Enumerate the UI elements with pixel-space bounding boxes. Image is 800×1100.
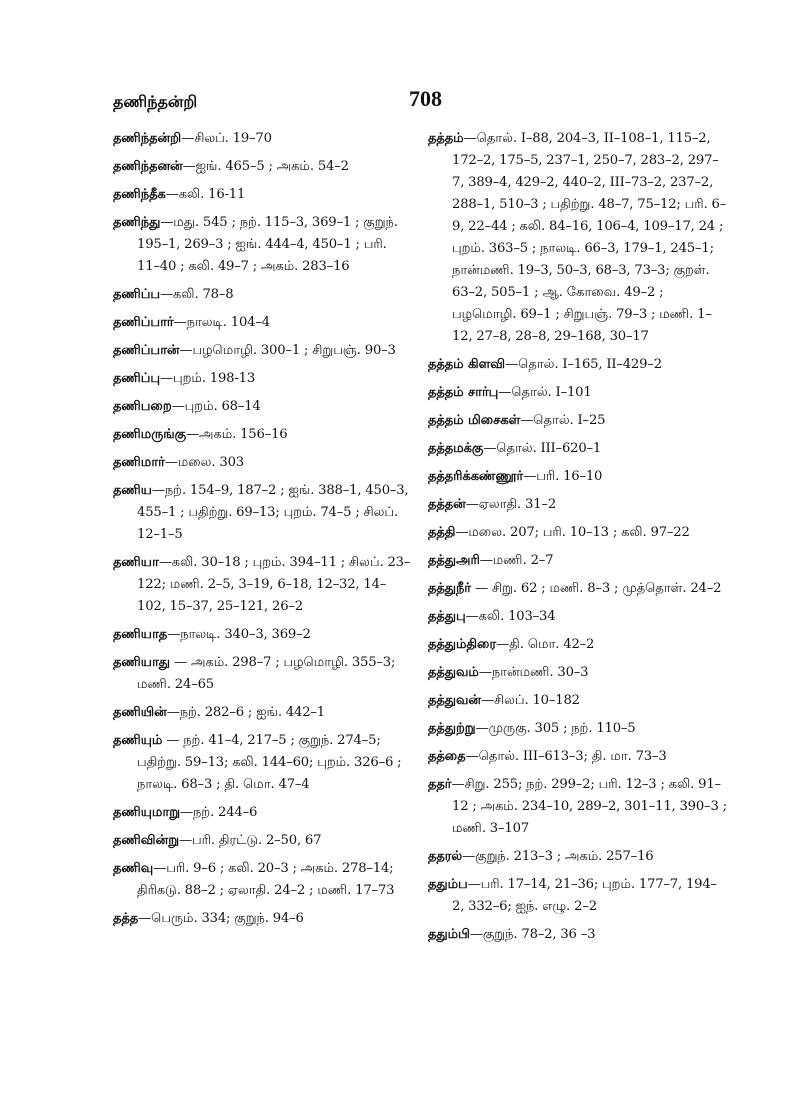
index-entry bbox=[428, 410, 728, 432]
index-references: —தொல். III–620–1 bbox=[483, 441, 602, 456]
index-references: —தி. மொ. 42–2 bbox=[496, 637, 595, 652]
index-headword: தத்துபு bbox=[428, 609, 466, 624]
right-column bbox=[428, 128, 728, 952]
index-entry bbox=[113, 396, 413, 418]
index-references: —சிலப். 10–182 bbox=[481, 693, 580, 708]
index-references: —தொல். I–101 bbox=[498, 385, 592, 400]
index-references: —முருகு. 305 ; நற். 110–5 bbox=[475, 721, 636, 736]
index-entry bbox=[428, 874, 728, 918]
index-headword: தத்துஅரி bbox=[428, 553, 480, 568]
index-entry bbox=[428, 466, 728, 488]
index-references: —கலி. 103–34 bbox=[465, 609, 556, 624]
index-entry bbox=[113, 284, 413, 306]
index-references: —தொல். I–88, 204–3, II–108–1, 115–2, 172–2, 175–5, 237–1, 250–7, 283–2, 297–7, 389–4, 429–2, 440–2, III–73–2, 237–2, 288–1, 510–3 ; பதிற்று. 48–7, 75–12; பரி. 6–9, 22–44 ; கலி. 84–16, 106–4, 109–17, 24 ; புறம். 363–5 ; நாலடி. 66–3, 179–1, 245–1; நான்மணி. 19–3, 50–3, 68–3, 73–3; குறள். 63–2, 505–1 ; ஆ. கோவை. 49–2 ; பழமொழி. 69–1 ; சிறுபஞ். 79–3 ; மணி. 1–12, 27–8, 28–8, 29–168, 30–17 bbox=[452, 131, 727, 344]
index-entry bbox=[428, 438, 728, 460]
index-entry bbox=[113, 156, 413, 178]
index-references: —மலை. 207; பரி. 10–13 ; கலி. 97–22 bbox=[455, 525, 690, 540]
index-headword: தணிந்தன்றி bbox=[113, 131, 182, 146]
index-headword: தணிந்து bbox=[113, 215, 161, 230]
index-entry bbox=[428, 606, 728, 628]
index-entry bbox=[113, 452, 413, 474]
index-references: —ஐங். 465–5 ; அகம். 54–2 bbox=[182, 159, 349, 174]
index-headword: தத்துவம் bbox=[428, 665, 479, 680]
index-headword: ததரல் bbox=[428, 849, 463, 864]
index-references: —கலி. 30–18 ; புறம். 394–11 ; சிலப். 23–122; மணி. 2–5, 3–19, 6–18, 12–32, 14–102, 15–37, 25–121, 26–2 bbox=[137, 555, 411, 614]
index-entry bbox=[428, 634, 728, 656]
index-headword: தத்த bbox=[113, 911, 139, 926]
page-number: 708 bbox=[409, 86, 442, 111]
index-headword: தணிபறை bbox=[113, 399, 172, 414]
index-references: — அகம். 298–7 ; பழமொழி. 355–3; மணி. 24–65 bbox=[137, 655, 396, 692]
index-headword: ததும்பி bbox=[428, 927, 470, 942]
index-entry bbox=[428, 128, 728, 348]
index-references: —மணி. 2–7 bbox=[479, 553, 554, 568]
index-headword: தணியின் bbox=[113, 705, 167, 720]
index-headword: தணியாது bbox=[113, 655, 171, 670]
index-headword: தணிப்பான் bbox=[113, 343, 180, 358]
index-entry bbox=[113, 128, 413, 150]
index-entry bbox=[113, 424, 413, 446]
index-entry bbox=[113, 368, 413, 390]
index-headword: தத்தம் சார்பு bbox=[428, 385, 499, 400]
index-entry bbox=[113, 702, 413, 724]
index-entry bbox=[428, 846, 728, 868]
index-references: —குறுந். 78–2, 36 –3 bbox=[469, 927, 596, 942]
index-references: —குறுந். 213–3 ; அகம். 257–16 bbox=[462, 849, 654, 864]
index-entry bbox=[428, 746, 728, 768]
index-references: —பரி. திரட்டு. 2–50, 67 bbox=[179, 833, 322, 848]
index-headword: தத்தரிக்கண்ணூர் bbox=[428, 469, 524, 484]
index-entry bbox=[428, 774, 728, 840]
index-references: —கலி. 78–8 bbox=[160, 287, 234, 302]
index-references: —மலை. 303 bbox=[164, 455, 244, 470]
index-references: —ஏலாதி. 31–2 bbox=[465, 497, 557, 512]
index-headword: தணிமருங்கு bbox=[113, 427, 187, 442]
index-headword: தத்தம் bbox=[428, 131, 464, 146]
index-entry bbox=[113, 184, 413, 206]
index-references: —நற். 282–6 ; ஐங். 442–1 bbox=[166, 705, 326, 720]
index-references: —புறம். 198-13 bbox=[160, 371, 256, 386]
index-references: — நற். 41–4, 217–5 ; குறுந். 274–5; பதிற்று. 59–13; கலி. 144–60; புறம். 326–6 ; நாலடி. 68–3 ; தி. மொ. 47–4 bbox=[137, 733, 402, 792]
index-references: —சிலப். 19–70 bbox=[181, 131, 272, 146]
index-references: —நாலடி. 340–3, 369–2 bbox=[167, 627, 311, 642]
left-column bbox=[113, 128, 413, 936]
index-headword: தத்தன் bbox=[428, 497, 466, 512]
index-entry bbox=[428, 382, 728, 404]
index-entry bbox=[428, 718, 728, 740]
index-entry bbox=[113, 730, 413, 796]
index-entry bbox=[428, 550, 728, 572]
index-references: —நற். 154–9, 187–2 ; ஐங். 388–1, 450–3, 455–1 ; பதிற்று. 69–13; புறம். 74–5 ; சிலப். 12–1–5 bbox=[137, 483, 409, 542]
index-entry bbox=[113, 830, 413, 852]
index-entry bbox=[113, 312, 413, 334]
index-references: —பரி. 9–6 ; கலி. 20–3 ; அகம். 278–14; திரிகடு. 88–2 ; ஏலாதி. 24–2 ; மணி. 17–73 bbox=[137, 861, 395, 898]
running-head: தணிந்தன்றி bbox=[113, 92, 198, 111]
index-references: —பழமொழி. 300–1 ; சிறுபஞ். 90–3 bbox=[179, 343, 396, 358]
index-entry bbox=[113, 340, 413, 362]
index-references: —நான்மணி. 30–3 bbox=[478, 665, 589, 680]
index-entry bbox=[113, 652, 413, 696]
index-headword: தணிமார் bbox=[113, 455, 165, 470]
index-references: —தொல். I–25 bbox=[520, 413, 606, 428]
index-entry bbox=[428, 690, 728, 712]
index-entry bbox=[113, 480, 413, 546]
index-references: —நற். 244–6 bbox=[180, 805, 258, 820]
index-headword: தணியும் bbox=[113, 733, 163, 748]
index-references: —தொல். I–165, II–429–2 bbox=[505, 357, 662, 372]
index-entry bbox=[113, 624, 413, 646]
index-references: —மது. 545 ; நற். 115–3, 369–1 ; குறுந். 195–1, 269–3 ; ஐங். 444–4, 450–1 ; பரி. 11–40 ; கலி. 49–7 ; அகம். 283–16 bbox=[137, 215, 398, 274]
index-entry bbox=[113, 908, 413, 930]
index-entry bbox=[428, 354, 728, 376]
index-headword: தத்தம் கிளவி bbox=[428, 357, 506, 372]
index-headword: தத்துற்று bbox=[428, 721, 476, 736]
index-headword: தணிப்ப bbox=[113, 287, 161, 302]
index-headword: தணியா bbox=[113, 555, 159, 570]
index-entry bbox=[428, 522, 728, 544]
index-references: —அகம். 156–16 bbox=[186, 427, 288, 442]
index-headword: தத்துவன் bbox=[428, 693, 482, 708]
index-references: —கலி. 16-11 bbox=[165, 187, 246, 202]
index-references: — சிறு. 62 ; மணி. 8–3 ; முத்தொள். 24–2 bbox=[470, 581, 722, 596]
index-references: —புறம். 68–14 bbox=[171, 399, 261, 414]
index-headword: தணிவு bbox=[113, 861, 154, 876]
index-entry bbox=[428, 924, 728, 946]
index-headword: தணியாத bbox=[113, 627, 168, 642]
index-entry bbox=[113, 552, 413, 618]
index-headword: தணிவின்று bbox=[113, 833, 180, 848]
index-headword: தத்தை bbox=[428, 749, 466, 764]
index-headword: தத்தம் மிசைகள் bbox=[428, 413, 521, 428]
index-entry bbox=[428, 662, 728, 684]
index-entry bbox=[113, 802, 413, 824]
index-entry bbox=[113, 212, 413, 278]
index-references: —தொல். III–613–3; தி. மா. 73–3 bbox=[465, 749, 667, 764]
index-headword: தத்துநீர் bbox=[428, 581, 471, 596]
index-headword: தத்தமக்கு bbox=[428, 441, 484, 456]
index-headword: ததும்ப bbox=[428, 877, 468, 892]
index-headword: தணிப்பு bbox=[113, 371, 161, 386]
index-headword: தத்தும்திரை bbox=[428, 637, 497, 652]
index-references: —பரி. 17–14, 21–36; புறம். 177–7, 194–2, 332–6; ஐந். எழு. 2–2 bbox=[452, 877, 717, 914]
page-header bbox=[113, 86, 713, 122]
index-references: —சிறு. 255; நற். 299–2; பரி. 12–3 ; கலி. 91–12 ; அகம். 234–10, 289–2, 301–11, 390–3 ; மணி. 3–107 bbox=[451, 777, 727, 836]
index-entry bbox=[113, 858, 413, 902]
index-references: —பெரும். 334; குறுந். 94–6 bbox=[138, 911, 304, 926]
index-references: —நாலடி. 104–4 bbox=[173, 315, 270, 330]
index-headword: தணிந்தீக bbox=[113, 187, 166, 202]
index-headword: தணிய bbox=[113, 483, 152, 498]
index-entry bbox=[428, 494, 728, 516]
index-headword: ததர் bbox=[428, 777, 452, 792]
index-entry bbox=[428, 578, 728, 600]
index-headword: தணியுமாறு bbox=[113, 805, 181, 820]
index-headword: தணிப்பார் bbox=[113, 315, 174, 330]
index-references: —பரி. 16–10 bbox=[523, 469, 603, 484]
index-headword: தணிந்தனன் bbox=[113, 159, 183, 174]
index-headword: தத்தி bbox=[428, 525, 456, 540]
